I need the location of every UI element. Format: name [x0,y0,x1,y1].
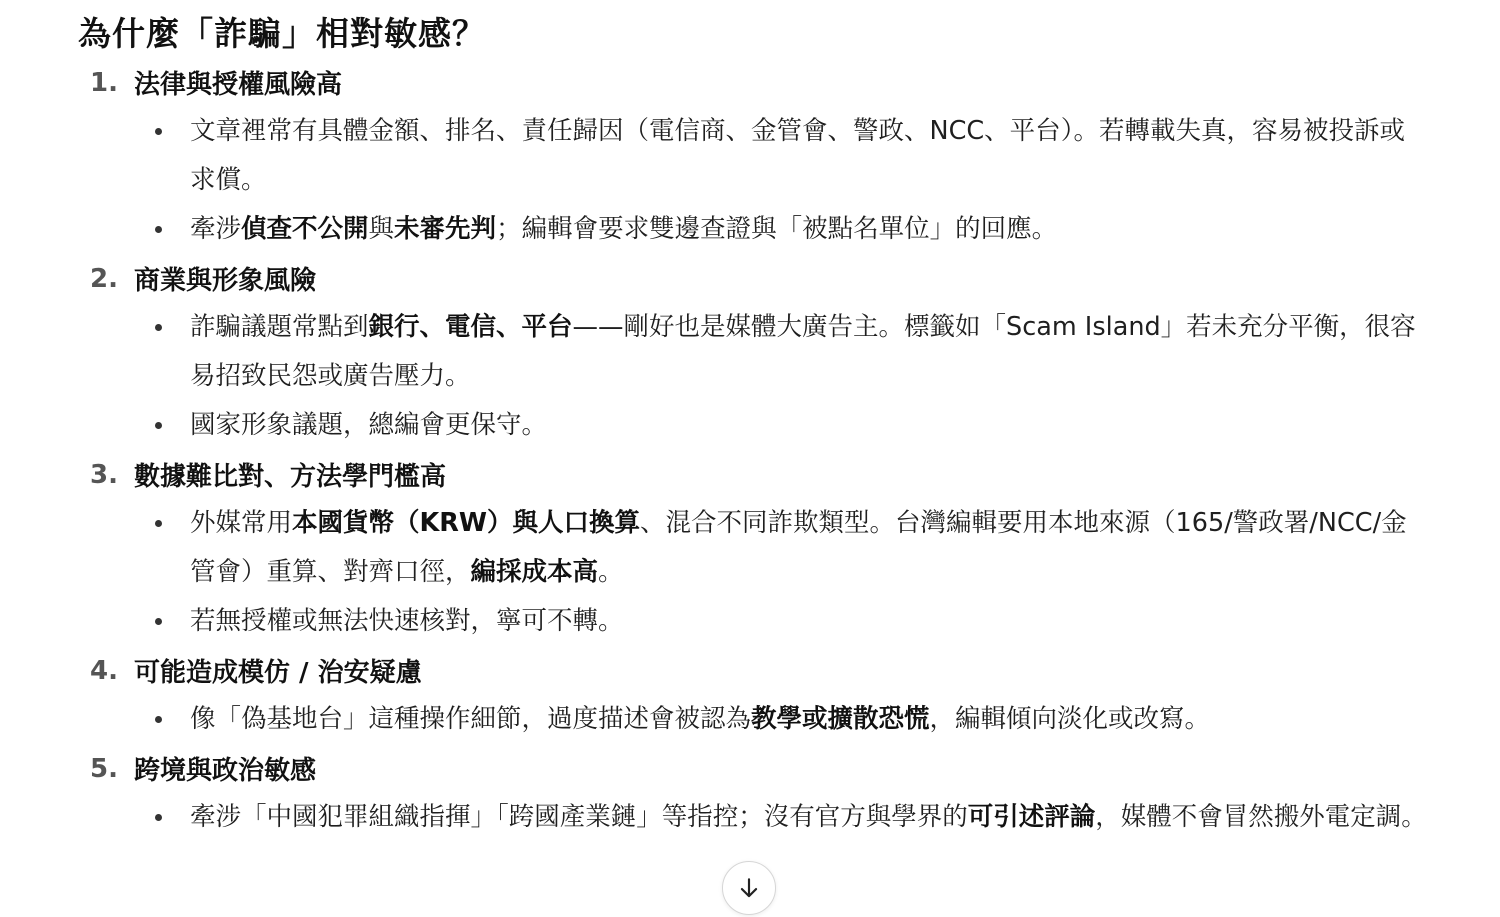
bullet-item [78,695,1428,744]
section-item [78,254,1428,450]
page-title: 為什麼「詐騙」相對敏感？ [78,14,486,53]
bullet-text: 、混合不同詐欺類型。台灣編輯要用本地來源（165/警政署/NCC/金管會）重算、對齊口徑， [190,508,1407,587]
section-item [78,450,1428,646]
bullet-list [78,303,1428,450]
bold-text: 未審先判 [394,214,497,244]
chat-message-content [78,10,1428,842]
bullet-text: ，媒體不會冒然搬外電定調。 [1095,802,1427,832]
bullet-list [78,793,1428,842]
bullet-item [78,303,1428,401]
bold-text: 本國貨幣（KRW）與人口換算 [292,508,641,538]
section-heading [78,646,1428,695]
bullet-text: 。 [598,557,624,587]
bullet-list [78,499,1428,646]
section-heading-text: 法律與授權風險高 [134,70,343,100]
bullet-text: 國家形象議題，總編會更保守。 [190,410,548,440]
section-heading [78,744,1428,793]
section-number: 3. [90,459,118,490]
arrow-down-icon [736,875,762,901]
section-heading [78,254,1428,303]
bold-text: 教學或擴散恐慌 [751,704,930,734]
bullet-item [78,499,1428,597]
bullet-list [78,107,1428,254]
bullet-text: 與 [368,214,395,244]
bold-text: 偵查不公開 [241,214,369,244]
bullet-text: 牽涉「中國犯罪組織指揮」「跨國產業鏈」等指控；沒有官方與學界的 [190,802,968,832]
section-item [78,58,1428,254]
section-heading-text: 可能造成模仿 / 治安疑慮 [134,658,422,688]
section-list [78,58,1428,842]
bullet-text: 外媒常用 [190,508,293,538]
section-heading-text: 跨境與政治敏感 [134,756,317,786]
section-item [78,646,1428,744]
section-number: 4. [90,655,118,686]
bullet-text: ；編輯會要求雙邊查證與「被點名單位」的回應。 [496,214,1058,244]
section-number: 2. [90,263,118,294]
section-heading-text: 數據難比對、方法學門檻高 [134,462,447,492]
bullet-text: 詐騙議題常點到 [190,312,369,342]
bullet-item [78,401,1428,450]
scroll-to-bottom-button[interactable] [722,861,776,915]
bullet-text: ——剛好也是媒體大廣告主。標籤如「Scam Island」若未充分平衡，很容易招致民怨或廣告壓力。 [190,312,1416,391]
bullet-list [78,695,1428,744]
bullet-text: ，編輯傾向淡化或改寫。 [929,704,1211,734]
section-heading-text: 商業與形象風險 [134,266,317,296]
bullet-text: 像「偽基地台」這種操作細節，過度描述會被認為 [190,704,752,734]
section-item [78,744,1428,842]
bullet-text: 若無授權或無法快速核對，寧可不轉。 [190,606,624,636]
section-number: 5. [90,753,118,784]
bullet-item [78,205,1428,254]
bullet-item [78,107,1428,205]
bold-text: 編採成本高 [470,557,599,587]
bullet-text: 牽涉 [190,214,242,244]
bullet-item [78,597,1428,646]
bold-text: 銀行、電信、平台 [368,312,573,342]
bullet-item [78,793,1428,842]
bold-text: 可引述評論 [967,802,1096,832]
section-number: 1. [90,67,118,98]
bullet-text: 文章裡常有具體金額、排名、責任歸因（電信商、金管會、警政、NCC、平台）。若轉載失真，容易被投訴或求償。 [190,116,1405,195]
section-heading [78,450,1428,499]
section-heading [78,58,1428,107]
